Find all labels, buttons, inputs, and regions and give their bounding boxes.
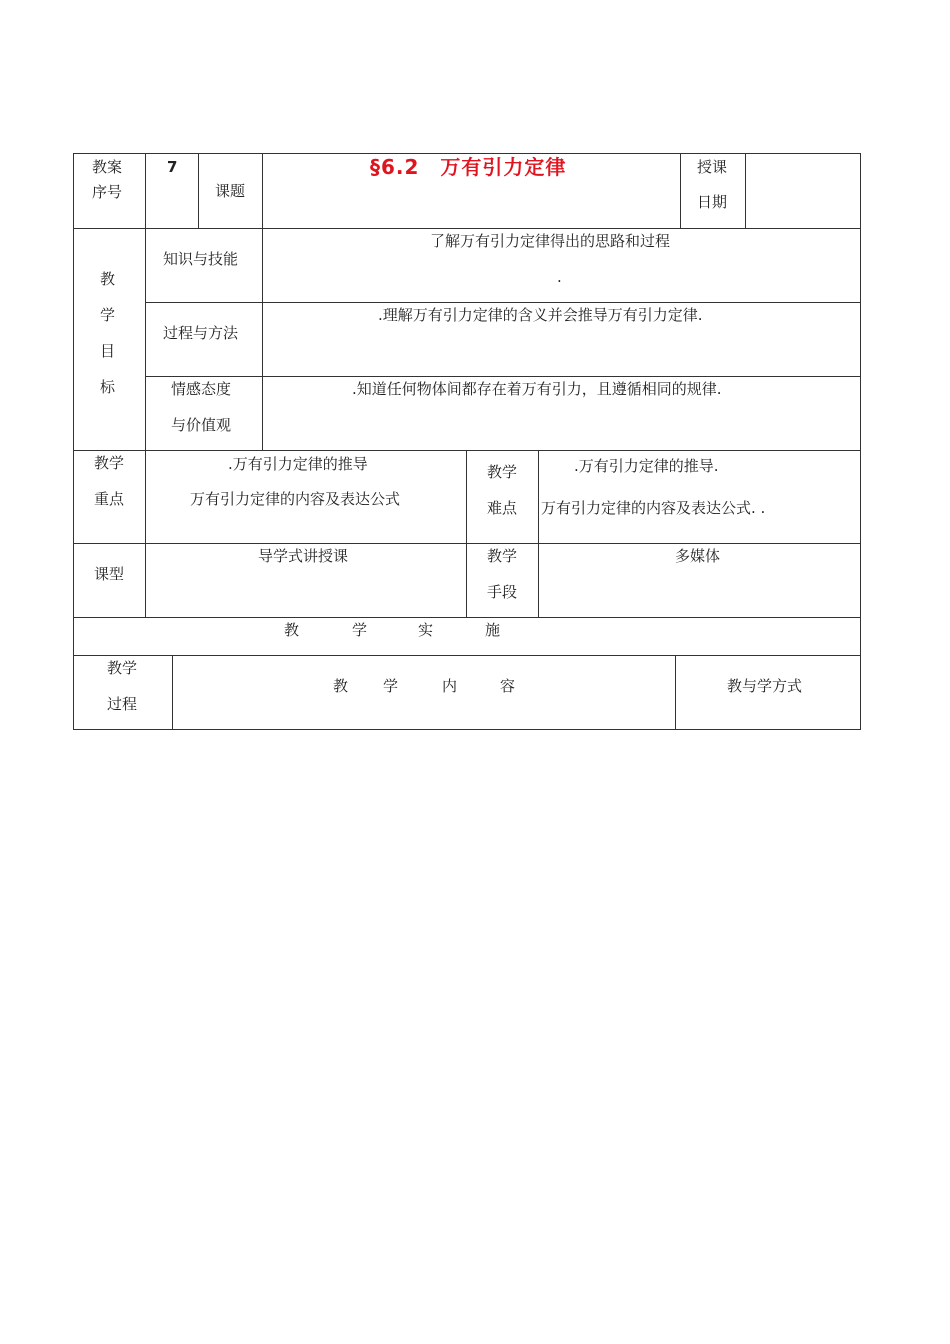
key-points-content-line1: .万有引力定律的推导 bbox=[228, 455, 368, 473]
means-value: 多媒体 bbox=[675, 547, 721, 565]
table-border-right bbox=[860, 153, 861, 730]
difficulty-content-line1: .万有引力定律的推导. bbox=[574, 457, 719, 475]
table-rule bbox=[745, 153, 746, 228]
means-label-line1: 教学 bbox=[487, 547, 518, 565]
implementation-char: 教 bbox=[284, 621, 300, 639]
implementation-char: 施 bbox=[485, 621, 501, 639]
difficulty-label-line1: 教学 bbox=[487, 463, 518, 481]
means-label-line2: 手段 bbox=[487, 583, 518, 601]
difficulty-content-line2: 万有引力定律的内容及表达公式. . bbox=[541, 499, 766, 517]
table-rule bbox=[262, 153, 263, 451]
topic-title: §6.2 万有引力定律 bbox=[370, 155, 567, 179]
table-rule bbox=[675, 655, 676, 730]
implementation-char: 实 bbox=[418, 621, 434, 639]
table-rule bbox=[145, 376, 861, 377]
process-content-char: 学 bbox=[383, 677, 399, 695]
table-rule bbox=[198, 153, 199, 228]
goals-label-char: 标 bbox=[100, 378, 116, 396]
goal-attitude-label-line1: 情感态度 bbox=[171, 380, 232, 398]
process-content-char: 内 bbox=[442, 677, 458, 695]
key-points-label-line1: 教学 bbox=[94, 454, 125, 472]
course-type-label: 课型 bbox=[94, 565, 125, 583]
goal-knowledge-label: 知识与技能 bbox=[163, 250, 239, 268]
table-rule bbox=[538, 450, 539, 618]
lesson-number-value: 7 bbox=[167, 158, 178, 176]
table-border-top bbox=[73, 153, 861, 154]
topic-label: 课题 bbox=[215, 182, 246, 200]
goal-attitude-label-line2: 与价值观 bbox=[171, 416, 232, 434]
date-label-line1: 授课 bbox=[697, 158, 728, 176]
key-points-label-line2: 重点 bbox=[94, 490, 125, 508]
goal-attitude-content: .知道任何物体间都存在着万有引力，且遵循相同的规律. bbox=[352, 380, 722, 398]
process-label-line1: 教学 bbox=[107, 659, 138, 677]
lesson-number-label-line1: 教案 bbox=[92, 158, 123, 176]
process-content-char: 容 bbox=[500, 677, 516, 695]
process-content-char: 教 bbox=[333, 677, 349, 695]
implementation-char: 学 bbox=[352, 621, 368, 639]
table-border-bottom bbox=[73, 729, 861, 730]
goals-label-char: 教 bbox=[100, 270, 116, 288]
goal-process-content: .理解万有引力定律的含义并会推导万有引力定律. bbox=[378, 306, 703, 324]
table-rule bbox=[680, 153, 681, 228]
course-type-value: 导学式讲授课 bbox=[258, 547, 349, 565]
table-rule bbox=[73, 617, 861, 618]
table-rule bbox=[73, 228, 861, 229]
date-label-line2: 日期 bbox=[697, 193, 728, 211]
difficulty-label-line2: 难点 bbox=[487, 499, 518, 517]
table-border-left bbox=[73, 153, 74, 730]
goals-label-char: 学 bbox=[100, 306, 116, 324]
table-rule bbox=[145, 302, 861, 303]
table-rule bbox=[466, 450, 467, 618]
table-rule bbox=[73, 543, 861, 544]
key-points-content-line2: 万有引力定律的内容及表达公式 bbox=[190, 490, 401, 508]
process-label-line2: 过程 bbox=[107, 695, 138, 713]
table-rule bbox=[73, 655, 861, 656]
goals-label-char: 目 bbox=[100, 342, 116, 360]
goal-knowledge-content: 了解万有引力定律得出的思路和过程 bbox=[430, 232, 671, 250]
goal-process-label: 过程与方法 bbox=[163, 324, 239, 342]
method-label: 教与学方式 bbox=[727, 677, 803, 695]
lesson-number-label-line2: 序号 bbox=[92, 183, 123, 201]
table-rule bbox=[73, 450, 861, 451]
table-rule bbox=[145, 153, 146, 618]
goal-knowledge-content-tail: . bbox=[557, 268, 562, 286]
table-rule bbox=[172, 655, 173, 730]
